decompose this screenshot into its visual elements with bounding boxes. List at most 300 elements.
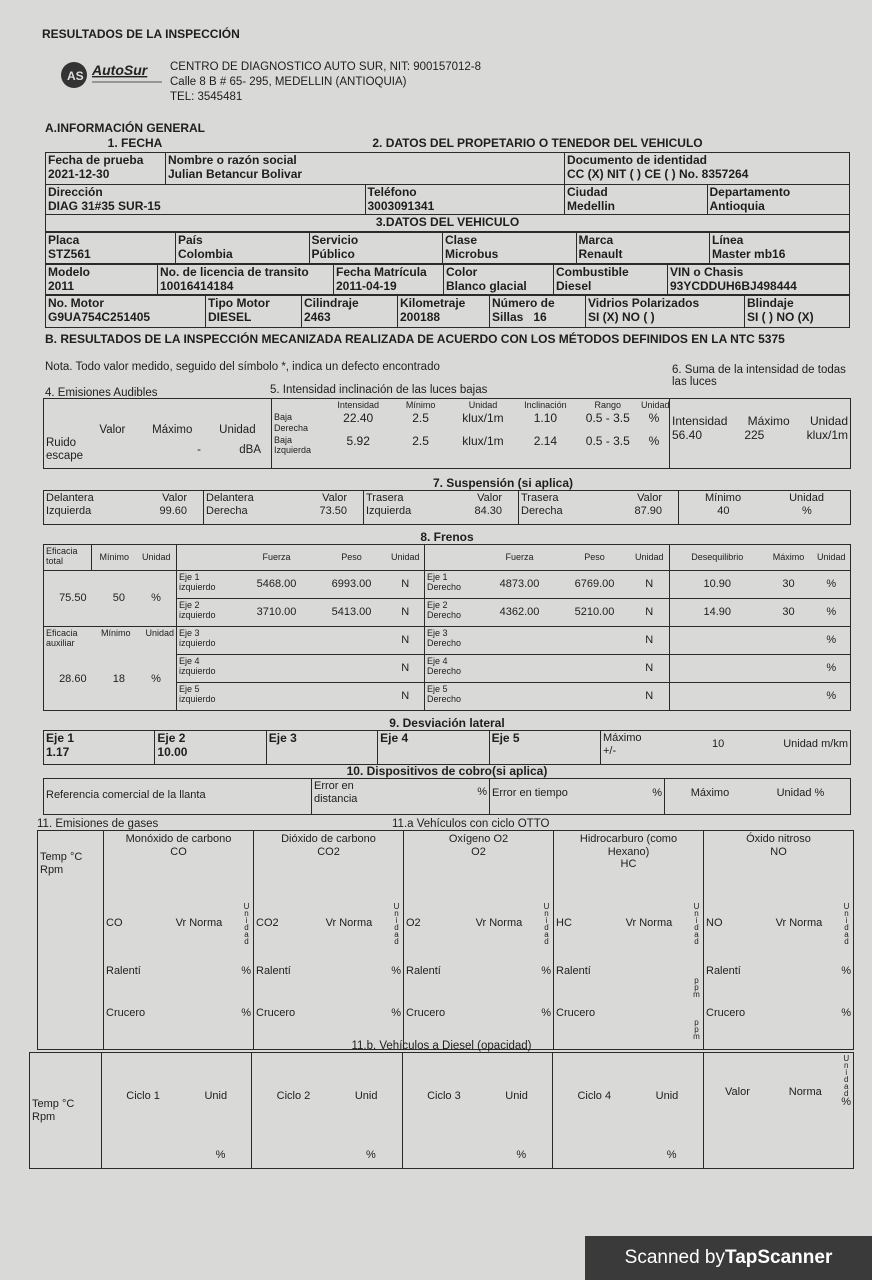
susp-item bbox=[519, 491, 679, 525]
label: Ciudad bbox=[567, 184, 608, 199]
billing-devices bbox=[43, 764, 851, 815]
gas-formula: NO bbox=[770, 845, 787, 858]
value: 18 bbox=[112, 672, 125, 685]
value: DIESEL bbox=[208, 310, 252, 325]
temp-rpm-cell bbox=[38, 831, 104, 1050]
label: Rpm bbox=[32, 1110, 56, 1123]
gas-formula: O2 bbox=[406, 916, 421, 929]
value: Diesel bbox=[556, 278, 592, 293]
label: Unidad bbox=[137, 545, 177, 571]
label: Rpm bbox=[40, 863, 64, 876]
peso-izq bbox=[317, 655, 387, 683]
eje-cell bbox=[44, 731, 155, 765]
unit: % bbox=[391, 1007, 401, 1019]
gas-formula: CO bbox=[170, 845, 187, 858]
value: 93YCDDUH6BJ498444 bbox=[670, 278, 797, 293]
brakes-table bbox=[43, 530, 851, 711]
label: Unidad bbox=[809, 414, 848, 428]
unit: % bbox=[241, 1007, 251, 1019]
company-info bbox=[170, 60, 481, 105]
axle-label: Eje 4 izquierdo bbox=[177, 655, 237, 683]
value: 200188 bbox=[400, 310, 441, 325]
table-row bbox=[272, 434, 669, 457]
company-address: Calle 8 B # 65- 295, MEDELLIN (ANTIOQUIA) bbox=[170, 76, 407, 88]
gas-formula: HC bbox=[620, 858, 637, 871]
unit: N bbox=[387, 599, 425, 627]
ciclo-label: Ciclo 1 bbox=[126, 1090, 160, 1102]
gas-formula: HC bbox=[556, 916, 572, 929]
s11-title: 11. Emisiones de gases bbox=[37, 818, 159, 830]
axle-label: Eje 1 Derecho bbox=[425, 571, 480, 599]
label: Clase bbox=[445, 233, 478, 248]
owner-name-cell bbox=[166, 152, 565, 184]
unit: % bbox=[391, 965, 401, 977]
value: 1.10 bbox=[533, 411, 558, 426]
eje-cell bbox=[155, 731, 266, 765]
ciclo-label: Ciclo 4 bbox=[577, 1090, 612, 1102]
label: Kilometraje bbox=[400, 296, 466, 311]
unit: % bbox=[841, 1007, 851, 1019]
value: 10 bbox=[711, 738, 725, 751]
max-cell bbox=[601, 731, 851, 765]
fecha-header: 1. FECHA bbox=[107, 136, 163, 150]
ralenti-label: Ralentí bbox=[106, 965, 141, 977]
col-header: Rango bbox=[594, 400, 622, 410]
label: Documento de identidad bbox=[567, 152, 708, 167]
eje-cell bbox=[378, 731, 489, 765]
ciclo-label: Ciclo 3 bbox=[427, 1090, 461, 1102]
label: Norma bbox=[339, 916, 373, 929]
phone-cell bbox=[365, 184, 565, 215]
s5-cell bbox=[272, 399, 670, 469]
unid-label: Unid bbox=[505, 1090, 528, 1102]
unit: % bbox=[841, 965, 851, 977]
col-header: Intensidad bbox=[337, 400, 379, 410]
label: Peso bbox=[560, 545, 630, 571]
label: Izquierda bbox=[46, 504, 92, 517]
ciclo-column bbox=[553, 1053, 703, 1169]
value: DIAG 31#35 SUR-15 bbox=[48, 198, 161, 213]
unit: % bbox=[516, 1149, 527, 1162]
peso-der: 6769.00 bbox=[560, 571, 630, 599]
maximo bbox=[765, 683, 813, 711]
value: klux/1m bbox=[462, 434, 504, 449]
label: Eje 3 bbox=[268, 731, 297, 745]
s6-cell bbox=[670, 399, 851, 469]
label: VIN o Chasis bbox=[670, 264, 744, 279]
label: Izquierda bbox=[366, 504, 412, 517]
value: 50 bbox=[112, 592, 125, 605]
susp-item bbox=[204, 491, 364, 525]
value: Público bbox=[311, 246, 355, 261]
label: Sillas bbox=[492, 310, 524, 325]
value: Antioquia bbox=[709, 198, 765, 213]
value: 40 bbox=[717, 504, 730, 517]
s5-title: 5. Intensidad inclinación de las luces bajas bbox=[270, 384, 488, 396]
label: Valor bbox=[725, 1086, 750, 1098]
eficacia-total-values bbox=[44, 571, 177, 627]
axle-label: Eje 3 Derecho bbox=[425, 627, 480, 655]
maximo: 30 bbox=[765, 571, 813, 599]
unidad-label: Unidad bbox=[842, 902, 851, 944]
kilometraje-cell bbox=[398, 296, 490, 328]
label: Trasera bbox=[366, 492, 404, 504]
s11a-title: 11.a Vehículos con ciclo OTTO bbox=[392, 818, 550, 830]
gas-column-no bbox=[704, 831, 854, 1050]
label: Color bbox=[446, 264, 478, 279]
gas-formula: NO bbox=[706, 916, 723, 929]
label: No. de licencia de transito bbox=[160, 264, 309, 279]
placa-cell bbox=[46, 233, 176, 264]
value: 2.14 bbox=[533, 434, 558, 449]
fuerza-der: 4362.00 bbox=[480, 599, 560, 627]
value: 75.50 bbox=[59, 592, 87, 605]
brake-row bbox=[44, 571, 851, 599]
label: Eficacia auxiliar bbox=[46, 628, 78, 649]
value: G9UA754C251405 bbox=[48, 310, 151, 325]
badge-brand: TapScanner bbox=[725, 1247, 833, 1268]
value: 10016414184 bbox=[160, 278, 234, 293]
doc-title: RESULTADOS DE LA INSPECCIÓN bbox=[42, 27, 240, 41]
value: SI (X) NO ( ) bbox=[588, 310, 655, 325]
unit: N bbox=[387, 655, 425, 683]
suspension-table bbox=[43, 476, 851, 525]
gas-column-co bbox=[104, 831, 254, 1050]
gas-name: Hidrocarburo (como Hexano) bbox=[579, 833, 678, 858]
company-phone: TEL: 3545481 bbox=[170, 91, 243, 103]
ralenti-label: Ralentí bbox=[406, 965, 441, 977]
gas-emissions bbox=[37, 818, 854, 1050]
label: Eje 4 bbox=[380, 731, 409, 745]
label: Norma bbox=[639, 916, 673, 929]
unit: ppm bbox=[692, 1017, 701, 1039]
unit: % bbox=[652, 787, 662, 799]
row-label: Baja Derecha bbox=[274, 412, 309, 433]
unit: % bbox=[541, 965, 551, 977]
crucero-label: Crucero bbox=[556, 1007, 596, 1019]
fuerza-der bbox=[480, 655, 560, 683]
value: 2021-12-30 bbox=[48, 166, 110, 181]
value: STZ561 bbox=[48, 246, 91, 261]
value: Colombia bbox=[178, 246, 233, 261]
value: Medellin bbox=[567, 198, 616, 213]
unidad-label: Unidad bbox=[841, 1054, 851, 1096]
city-cell bbox=[565, 184, 708, 215]
label: Combustible bbox=[556, 264, 629, 279]
eje-cell bbox=[266, 731, 377, 765]
label: Unidad bbox=[789, 492, 824, 504]
gas-column-co2 bbox=[254, 831, 404, 1050]
unit: Unidad m/km bbox=[783, 738, 848, 751]
value: % bbox=[648, 411, 660, 426]
label: Unidad bbox=[813, 545, 851, 571]
desequilibrio bbox=[670, 655, 765, 683]
maximo bbox=[765, 627, 813, 655]
label: Fecha de prueba bbox=[48, 152, 144, 167]
unit: ppm bbox=[692, 975, 701, 997]
unidad-label: Unidad bbox=[242, 902, 251, 944]
susp-item bbox=[44, 491, 204, 525]
label: Eje 1 bbox=[46, 731, 75, 745]
err-time-cell bbox=[490, 779, 665, 815]
unit: % bbox=[477, 786, 487, 799]
label: Dirección bbox=[48, 184, 103, 199]
label: Mínimo bbox=[92, 545, 137, 571]
ruido-label: Ruido escape bbox=[46, 437, 84, 463]
label: Derecha bbox=[206, 504, 248, 517]
ciclo-column bbox=[252, 1053, 402, 1169]
fuerza-izq: 5468.00 bbox=[237, 571, 317, 599]
section-a-title: A.INFORMACIÓN GENERAL bbox=[45, 121, 205, 135]
label: País bbox=[178, 233, 203, 248]
label: Fuerza bbox=[480, 545, 560, 571]
ruido-max: - bbox=[197, 443, 201, 456]
autosur-logo bbox=[52, 58, 164, 94]
label: Norma bbox=[189, 916, 223, 929]
col-header: Mínimo bbox=[405, 400, 436, 410]
address-cell bbox=[46, 184, 366, 215]
label: Modelo bbox=[48, 264, 90, 279]
label: Mínimo bbox=[705, 492, 742, 504]
value: Blanco glacial bbox=[446, 278, 527, 293]
value: 2.5 bbox=[412, 411, 429, 426]
value: 99.60 bbox=[159, 504, 187, 517]
unit: % bbox=[215, 1149, 226, 1162]
lights-table bbox=[43, 398, 851, 469]
value: klux/1m bbox=[462, 411, 504, 426]
axle-label: Eje 2 Derecho bbox=[425, 599, 480, 627]
table-row bbox=[272, 411, 669, 434]
value: 0.5 - 3.5 bbox=[585, 411, 630, 426]
unit: N bbox=[630, 627, 670, 655]
label: Mínimo bbox=[100, 628, 131, 638]
gas-column-o2 bbox=[404, 831, 554, 1050]
s6-title: 6. Suma de la intensidad de todas las luces bbox=[672, 364, 846, 388]
axle-label: Eje 4 Derecho bbox=[425, 655, 480, 683]
value: 87.90 bbox=[634, 504, 662, 517]
value: klux/1m bbox=[806, 427, 848, 442]
ralenti-label: Ralentí bbox=[256, 965, 291, 977]
label: Vr bbox=[475, 916, 487, 929]
label: Máximo bbox=[747, 414, 790, 428]
company-name: CENTRO DE DIAGNOSTICO AUTO SUR, NIT: 900157012-8 bbox=[170, 61, 482, 73]
s10-title: 10. Dispositivos de cobro(si aplica) bbox=[346, 764, 548, 778]
gas-name: Óxido nitroso bbox=[746, 833, 811, 845]
label: Servicio bbox=[311, 233, 359, 248]
nota: Nota. Todo valor medido, seguido del símbolo *, indica un defecto encontrado bbox=[45, 361, 440, 373]
crucero-label: Crucero bbox=[706, 1007, 746, 1019]
unid-label: Unid bbox=[204, 1090, 228, 1102]
s8-title: 8. Frenos bbox=[420, 530, 474, 544]
label: Departamento bbox=[709, 184, 791, 199]
label: Valor bbox=[322, 492, 347, 504]
tipo-motor-cell bbox=[206, 296, 302, 328]
max-cell bbox=[665, 779, 851, 815]
gas-formula: CO2 bbox=[317, 845, 340, 858]
gas-name: Dióxido de carbono bbox=[281, 833, 376, 845]
value: Renault bbox=[578, 246, 623, 261]
servicio-cell bbox=[309, 233, 443, 264]
tapscanner-badge bbox=[585, 1236, 872, 1280]
value: Master mb16 bbox=[712, 246, 786, 261]
label: Derecha bbox=[521, 504, 563, 517]
value: 22.40 bbox=[343, 411, 374, 426]
label: Vidrios Polarizados bbox=[588, 296, 700, 311]
axle-label: Eje 3 izquierdo bbox=[177, 627, 237, 655]
unit: N bbox=[387, 683, 425, 711]
fuerza-der: 4873.00 bbox=[480, 571, 560, 599]
peso-der bbox=[560, 683, 630, 711]
unit: % bbox=[241, 965, 251, 977]
label: Placa bbox=[48, 233, 80, 248]
susp-item bbox=[364, 491, 519, 525]
value: Microbus bbox=[445, 246, 499, 261]
label: Máximo bbox=[690, 787, 730, 799]
label: Vr bbox=[625, 916, 637, 929]
label: Eficacia total bbox=[44, 545, 92, 571]
unit: N bbox=[630, 599, 670, 627]
label: Vr bbox=[325, 916, 337, 929]
col-header: Inclinación bbox=[524, 400, 567, 410]
axle-label: Eje 2 izquierdo bbox=[177, 599, 237, 627]
motor-cell bbox=[46, 296, 206, 328]
label: Intensidad bbox=[672, 414, 728, 428]
cilindraje-cell bbox=[302, 296, 398, 328]
label: Vr bbox=[775, 916, 787, 929]
eficacia-aux-values bbox=[44, 627, 177, 711]
linea-cell bbox=[710, 233, 850, 264]
crucero-label: Crucero bbox=[106, 1007, 146, 1019]
label: Unidad bbox=[219, 424, 256, 436]
s7-title: 7. Suspensión (si aplica) bbox=[432, 476, 574, 490]
unit: N bbox=[387, 627, 425, 655]
fecha-matricula-cell bbox=[334, 264, 444, 295]
axle-label: Eje 1 izquierdo bbox=[177, 571, 237, 599]
unit: % bbox=[666, 1149, 677, 1162]
peso-izq bbox=[317, 627, 387, 655]
eje-cell bbox=[489, 731, 600, 765]
label: Norma bbox=[489, 916, 523, 929]
sillas-cell bbox=[490, 296, 586, 328]
combustible-cell bbox=[554, 264, 668, 295]
marca-cell bbox=[576, 233, 710, 264]
crucero-label: Crucero bbox=[406, 1007, 446, 1019]
label: Número de bbox=[492, 296, 555, 311]
ciclo-label: Ciclo 2 bbox=[276, 1090, 311, 1102]
label: Error en tiempo bbox=[492, 787, 568, 799]
label: Línea bbox=[712, 233, 744, 248]
unit: % bbox=[813, 627, 851, 655]
value: 5.92 bbox=[346, 434, 370, 449]
label: Eje 2 bbox=[157, 731, 186, 745]
crucero-label: Crucero bbox=[256, 1007, 296, 1019]
temp-rpm-cell bbox=[30, 1053, 102, 1169]
label: Valor bbox=[162, 492, 187, 504]
fuerza-der bbox=[480, 683, 560, 711]
gas-formula: CO2 bbox=[256, 916, 279, 929]
value: 73.50 bbox=[319, 504, 347, 517]
label: Norma bbox=[788, 1086, 822, 1098]
unid-label: Unid bbox=[354, 1090, 378, 1102]
lateral-deviation bbox=[43, 716, 851, 765]
vehicle-header: 3.DATOS DEL VEHICULO bbox=[46, 215, 850, 231]
label: Unidad bbox=[387, 545, 425, 571]
ralenti-label: Ralentí bbox=[706, 965, 741, 977]
gas-column-hc bbox=[554, 831, 704, 1050]
label: Máximo bbox=[765, 545, 813, 571]
unit: % bbox=[541, 1007, 551, 1019]
gas-formula: CO bbox=[106, 916, 123, 929]
svg-text:AS: AS bbox=[67, 69, 84, 83]
value: % bbox=[151, 592, 161, 605]
gas-name: Oxígeno O2 bbox=[448, 833, 509, 845]
unit: N bbox=[387, 571, 425, 599]
s11b-title: 11.b. Vehículos a Diesel (opacidad) bbox=[351, 1040, 532, 1052]
label: Delantera bbox=[206, 492, 254, 504]
label: No. Motor bbox=[48, 296, 104, 311]
value: 28.60 bbox=[59, 672, 87, 685]
value: 2.5 bbox=[412, 434, 429, 449]
value: 2011-04-19 bbox=[336, 278, 397, 293]
section-b-title: B. RESULTADOS DE LA INSPECCIÓN MECANIZADA REALIZADA DE ACUERDO CON LOS MÉTODOS DEFINIDOS EN LA NTC 5375 bbox=[45, 332, 785, 346]
axle-label: Eje 5 izquierdo bbox=[177, 683, 237, 711]
gas-formula: O2 bbox=[471, 845, 486, 858]
desequilibrio bbox=[670, 627, 765, 655]
maximo bbox=[765, 655, 813, 683]
label: Tipo Motor bbox=[208, 296, 270, 311]
label: Delantera bbox=[46, 492, 94, 504]
logo-icon bbox=[52, 58, 164, 94]
blindaje-cell bbox=[745, 296, 850, 328]
label: Referencia comercial de la llanta bbox=[44, 779, 312, 815]
peso-der bbox=[560, 655, 630, 683]
unit: % bbox=[841, 1096, 851, 1108]
fuerza-izq: 3710.00 bbox=[237, 599, 317, 627]
fuerza-der bbox=[480, 627, 560, 655]
label: Unidad bbox=[145, 628, 174, 638]
value: 16 bbox=[533, 310, 547, 325]
unit: N bbox=[630, 655, 670, 683]
label: Máximo +/- bbox=[603, 732, 642, 757]
s4-cell bbox=[44, 399, 272, 469]
owner-header: 2. DATOS DEL PROPETARIO O TENEDOR DEL VEHICULO bbox=[372, 136, 703, 150]
value: 84.30 bbox=[474, 504, 502, 517]
value: 10.00 bbox=[157, 744, 188, 759]
value: 2011 bbox=[48, 278, 75, 293]
ralenti-label: Ralentí bbox=[556, 965, 591, 977]
unit: % bbox=[813, 683, 851, 711]
fuerza-izq bbox=[237, 683, 317, 711]
label: Unidad bbox=[630, 545, 670, 571]
label: Teléfono bbox=[367, 184, 417, 199]
diesel-opacity bbox=[29, 1040, 854, 1169]
unidad-label: Unidad bbox=[542, 902, 551, 944]
unit: % bbox=[813, 571, 851, 599]
s9-title: 9. Desviación lateral bbox=[389, 716, 505, 730]
desequilibrio bbox=[670, 683, 765, 711]
peso-der: 5210.00 bbox=[560, 599, 630, 627]
clase-cell bbox=[443, 233, 577, 264]
peso-izq: 6993.00 bbox=[317, 571, 387, 599]
label: Blindaje bbox=[747, 296, 794, 311]
label: Valor bbox=[477, 492, 502, 504]
s4-title: 4. Emisiones Audibles bbox=[45, 387, 158, 399]
label: Fecha Matrícula bbox=[336, 264, 427, 279]
value: Julian Betancur Bolivar bbox=[168, 166, 303, 181]
label: Valor bbox=[99, 424, 126, 436]
value: 56.40 bbox=[672, 427, 703, 442]
peso-izq: 5413.00 bbox=[317, 599, 387, 627]
